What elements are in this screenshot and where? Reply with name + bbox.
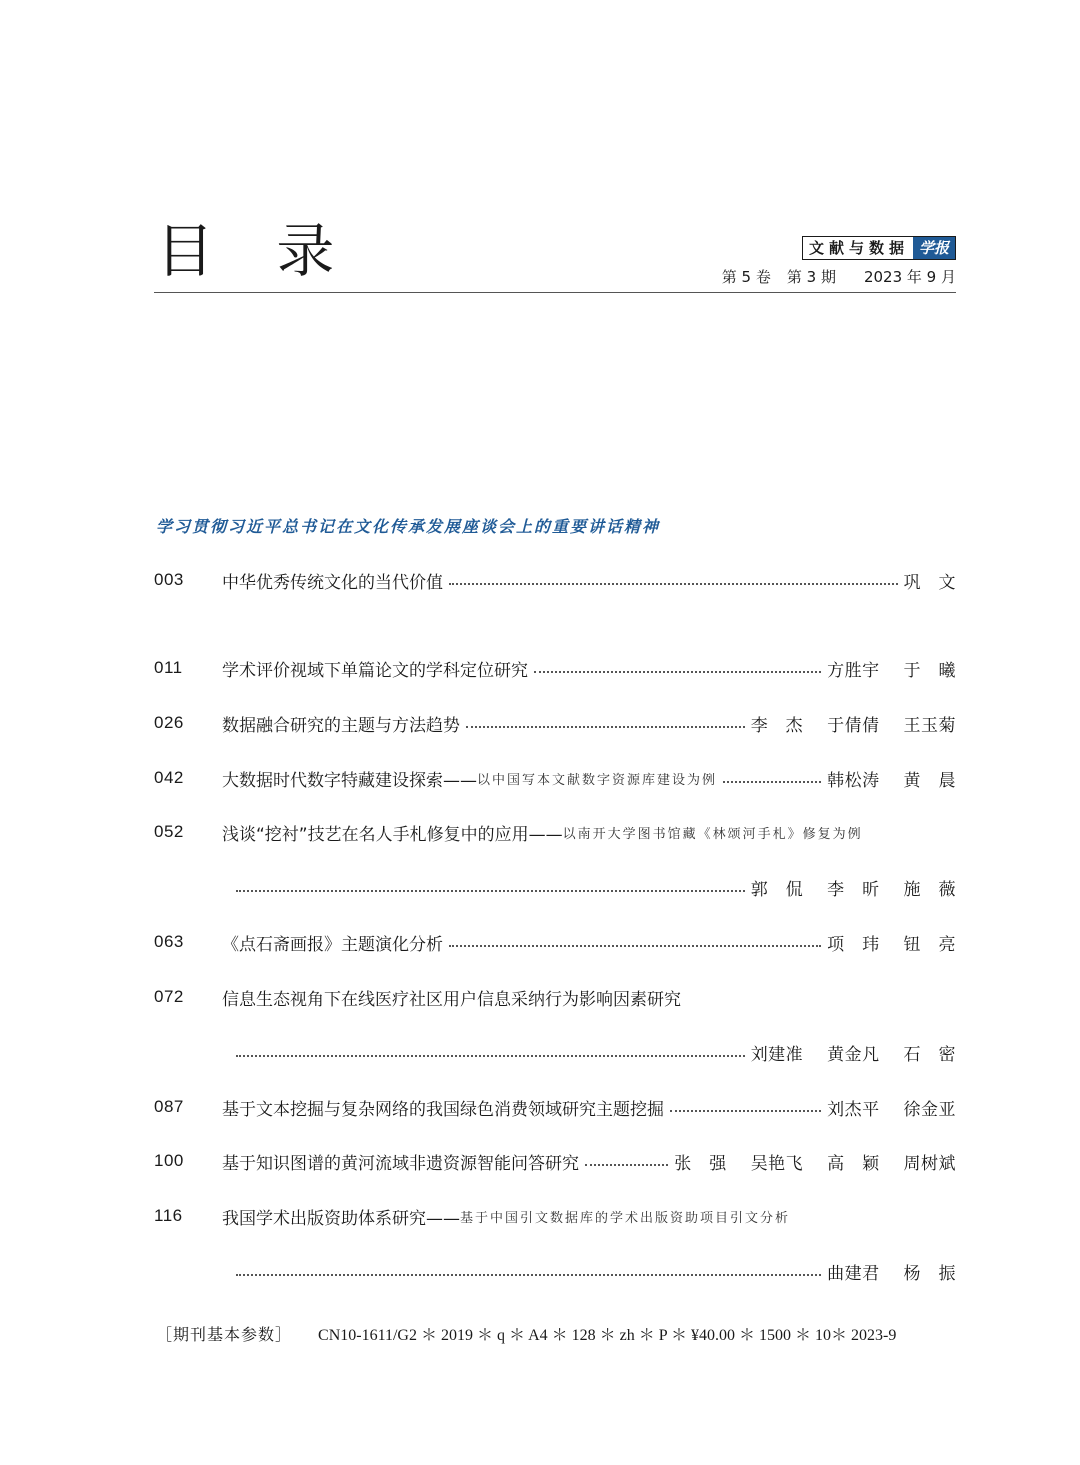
page-title: 目 录 — [156, 217, 357, 285]
author: 钮 亮 — [903, 934, 956, 955]
dot-leader — [449, 583, 898, 585]
authors — [827, 766, 956, 791]
toc-entry[interactable] — [154, 1147, 956, 1175]
page-number: 052 — [154, 822, 184, 841]
journal-parameters — [156, 1322, 896, 1345]
page-number: 026 — [154, 713, 184, 732]
dot-leader — [236, 1274, 821, 1276]
authors — [674, 1149, 956, 1174]
authors — [827, 930, 956, 955]
author: 曲建君 — [827, 1263, 880, 1284]
page-number: 011 — [154, 658, 183, 677]
authors — [904, 568, 957, 593]
author: 郭 侃 — [750, 879, 804, 900]
author: 李 杰 — [750, 715, 804, 736]
page-number: 116 — [154, 1206, 183, 1225]
toc-entry[interactable] — [154, 764, 956, 792]
author: 石 密 — [903, 1044, 956, 1065]
dot-leader — [723, 781, 821, 783]
authors — [827, 656, 956, 681]
dot-leader — [466, 726, 745, 728]
dot-leader — [670, 1110, 821, 1112]
article-title: 《点石斋画报》主题演化分析 — [222, 934, 443, 955]
article-subtitle: 以南开大学图书馆藏《林颂河手札》修复为例 — [562, 826, 863, 842]
author: 方胜宇 — [827, 660, 880, 681]
author: 黄 晨 — [903, 770, 956, 791]
toc-entry-continuation — [154, 1038, 956, 1066]
author: 杨 振 — [903, 1263, 956, 1284]
author: 张 强 — [674, 1153, 727, 1174]
issue: 第 3 期 — [786, 268, 836, 286]
toc-entry[interactable] — [154, 709, 956, 737]
author: 刘建准 — [750, 1044, 804, 1065]
authors — [751, 1040, 956, 1065]
issue-info — [722, 266, 956, 287]
article-title: 基于文本挖掘与复杂网络的我国绿色消费领域研究主题挖掘 — [222, 1099, 664, 1120]
page-number: 042 — [154, 768, 184, 787]
page-number: 087 — [154, 1097, 184, 1116]
authors — [827, 1259, 956, 1284]
page-number: 003 — [154, 570, 184, 589]
toc-entry-continuation — [154, 1257, 956, 1285]
issue-date: 2023 年 9 月 — [863, 268, 956, 286]
author: 施 薇 — [903, 879, 956, 900]
author: 巩 文 — [903, 572, 956, 593]
dot-leader — [449, 945, 821, 947]
page-number: 072 — [154, 987, 184, 1006]
author: 高 颖 — [827, 1153, 880, 1174]
toc-entry[interactable] — [154, 1093, 956, 1121]
article-title: 学术评价视域下单篇论文的学科定位研究 — [222, 660, 528, 681]
author: 刘杰平 — [827, 1099, 880, 1120]
journal-name-box — [802, 236, 956, 260]
author: 徐金亚 — [903, 1099, 956, 1120]
toc-entry[interactable] — [154, 818, 956, 846]
article-subtitle: 以中国写本文献数字资源库建设为例 — [477, 772, 718, 788]
toc-entry-continuation — [154, 873, 956, 901]
header-rule — [154, 292, 956, 293]
author: 项 玮 — [827, 934, 880, 955]
article-title: 数据融合研究的主题与方法趋势 — [222, 715, 460, 736]
journal-tag: 学报 — [913, 237, 955, 259]
author: 王玉菊 — [903, 715, 956, 736]
dot-leader — [534, 671, 821, 673]
dot-leader — [585, 1164, 668, 1166]
parameters-value: CN10-1611/G2 ＊ 2019 ＊ q ＊ A4 ＊ 128 ＊ zh ＊ P ＊ ¥40.00 ＊ 1500 ＊ 10＊ 2023-9 — [318, 1327, 897, 1344]
author: 周树斌 — [903, 1153, 956, 1174]
dot-leader — [236, 1055, 745, 1057]
article-title: 中华优秀传统文化的当代价值 — [222, 572, 443, 593]
article-subtitle: 基于中国引文数据库的学术出版资助项目引文分析 — [460, 1210, 791, 1226]
authors — [751, 711, 956, 736]
article-title: 浅谈“挖衬”技艺在名人手札修复中的应用—— — [222, 824, 563, 845]
page-number: 063 — [154, 932, 184, 951]
author: 黄金凡 — [827, 1044, 880, 1065]
article-title: 基于知识图谱的黄河流域非遗资源智能问答研究 — [222, 1153, 579, 1174]
toc-entry[interactable] — [154, 654, 956, 682]
toc-entry[interactable] — [154, 983, 956, 1011]
journal-name: 文献与数据 — [808, 239, 909, 257]
article-title: 信息生态视角下在线医疗社区用户信息采纳行为影响因素研究 — [222, 989, 681, 1010]
parameters-label: ［期刊基本参数］ — [156, 1327, 293, 1344]
article-title: 我国学术出版资助体系研究—— — [222, 1208, 460, 1229]
authors — [827, 1095, 956, 1120]
toc-entry[interactable] — [154, 1202, 956, 1230]
author: 李 昕 — [827, 879, 880, 900]
toc-entry[interactable] — [154, 928, 956, 956]
author: 韩松涛 — [827, 770, 880, 791]
page-number: 100 — [154, 1151, 184, 1170]
author: 于 曦 — [903, 660, 956, 681]
article-title: 大数据时代数字特藏建设探索—— — [222, 770, 477, 791]
authors — [751, 875, 956, 900]
toc-entry[interactable] — [154, 566, 956, 594]
section-heading: 学习贯彻习近平总书记在文化传承发展座谈会上的重要讲话精神 — [156, 517, 661, 536]
volume: 第 5 卷 — [721, 268, 771, 286]
author: 于倩倩 — [827, 715, 880, 736]
dot-leader — [236, 890, 745, 892]
author: 吴艳飞 — [750, 1153, 804, 1174]
